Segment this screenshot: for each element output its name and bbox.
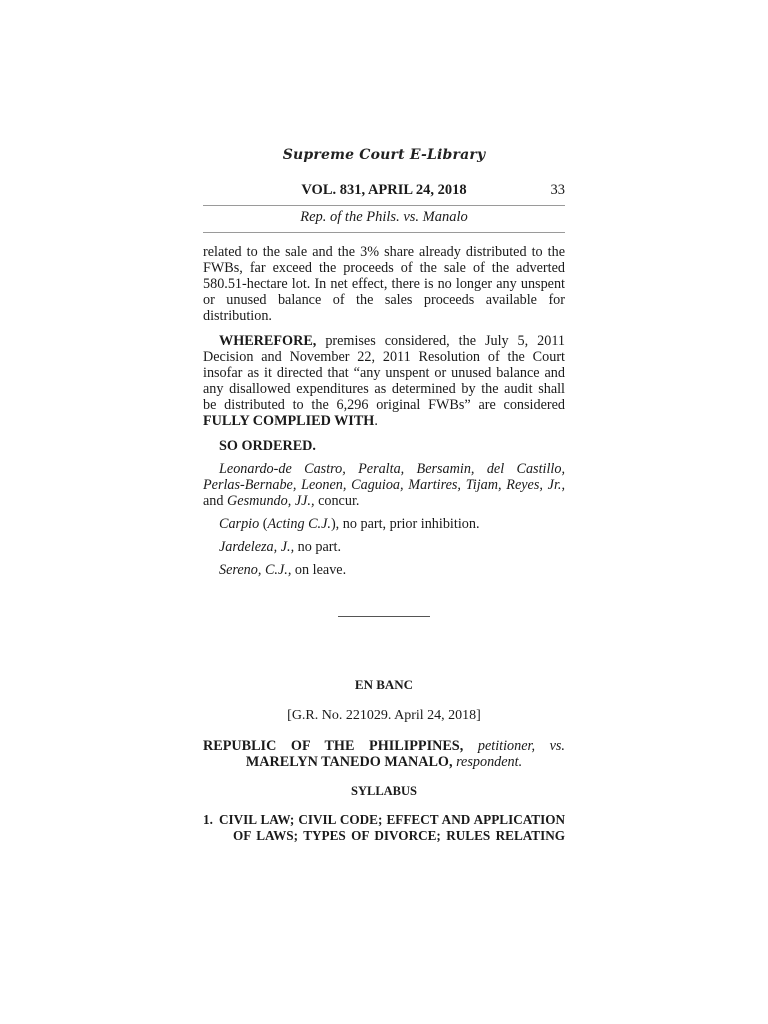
note-name: Jardeleza, J.,	[219, 539, 295, 555]
concurrence-verb: concur.	[314, 493, 360, 509]
note-rest: on leave.	[291, 562, 347, 578]
concurrence-and: and	[203, 493, 228, 509]
note-title: Acting C.J.	[267, 516, 331, 532]
header-rule-top	[203, 205, 565, 206]
court-division: EN BANC	[354, 677, 414, 692]
syllabus-item-number: 1.	[203, 812, 213, 827]
wherefore-lead: WHEREFORE,	[219, 333, 317, 349]
petitioner-name: REPUBLIC OF THE PHILIPPINES,	[203, 738, 464, 754]
note-jardeleza	[203, 539, 565, 555]
wherefore-paragraph	[203, 333, 565, 429]
note-paren: (	[259, 516, 268, 532]
syllabus-item-line: OF LAWS; TYPES OF DIVORCE; RULES RELATING	[233, 828, 565, 843]
syllabus-item	[203, 812, 565, 844]
volume-line: VOL. 831, APRIL 24, 2018	[301, 182, 467, 198]
section-separator	[338, 616, 430, 617]
wherefore-end: .	[374, 413, 378, 429]
case-parties	[203, 738, 565, 770]
respondent-name: MARELYN TANEDO MANALO,	[245, 754, 453, 770]
respondent-line	[203, 754, 565, 770]
note-rest: no part.	[294, 539, 342, 555]
petitioner-line	[203, 738, 565, 754]
respondent-role: respondent.	[452, 754, 523, 770]
petitioner-role: petitioner, vs.	[463, 738, 565, 754]
so-ordered: SO ORDERED.	[219, 438, 316, 454]
note-rest: ), no part, prior inhibition.	[330, 516, 480, 532]
concurrence-paragraph	[203, 461, 565, 509]
fully-complied-emphasis: FULLY COMPLIED WITH	[203, 413, 375, 429]
concurring-justices: Leonardo-de Castro, Peralta, Bersamin, del Castillo, Perlas-Bernabe, Leonen, Caguioa, Martires, Tijam, Reyes, Jr.,	[203, 461, 565, 493]
wherefore-text: premises considered, the July 5, 2011 Decision and November 22, 2011 Resolution of the Court insofar as it directed that “any unspent or unused balance and any disallowed expenditures as determined by the audit shall be distributed to the 6,296 original FWBs” are considered	[203, 333, 565, 413]
running-head	[203, 182, 565, 204]
note-sereno	[203, 562, 565, 578]
last-concurring-justice: Gesmundo, JJ.,	[227, 493, 315, 509]
docket-number: [G.R. No. 221029. April 24, 2018]	[287, 708, 481, 723]
note-carpio	[203, 516, 565, 532]
paragraph-continued: related to the sale and the 3% share already distributed to the FWBs, far exceed the proceeds of the sale of the adverted 580.51-hectare lot. In net effect, there is no longer any unspent or unused balance of the sales proceeds available for distribution.	[203, 244, 565, 324]
decision-body	[203, 244, 565, 578]
syllabus-item-line: CIVIL LAW; CIVIL CODE; EFFECT AND APPLICATION	[219, 812, 565, 827]
page-number: 33	[550, 182, 565, 198]
header-rule-bottom	[203, 232, 565, 233]
syllabus-heading: SYLLABUS	[351, 784, 417, 798]
case-short-title: Rep. of the Phils. vs. Manalo	[300, 209, 468, 225]
note-name: Sereno, C.J.,	[219, 562, 292, 578]
note-name: Carpio	[219, 516, 260, 532]
library-title: Supreme Court E-Library	[282, 147, 486, 163]
